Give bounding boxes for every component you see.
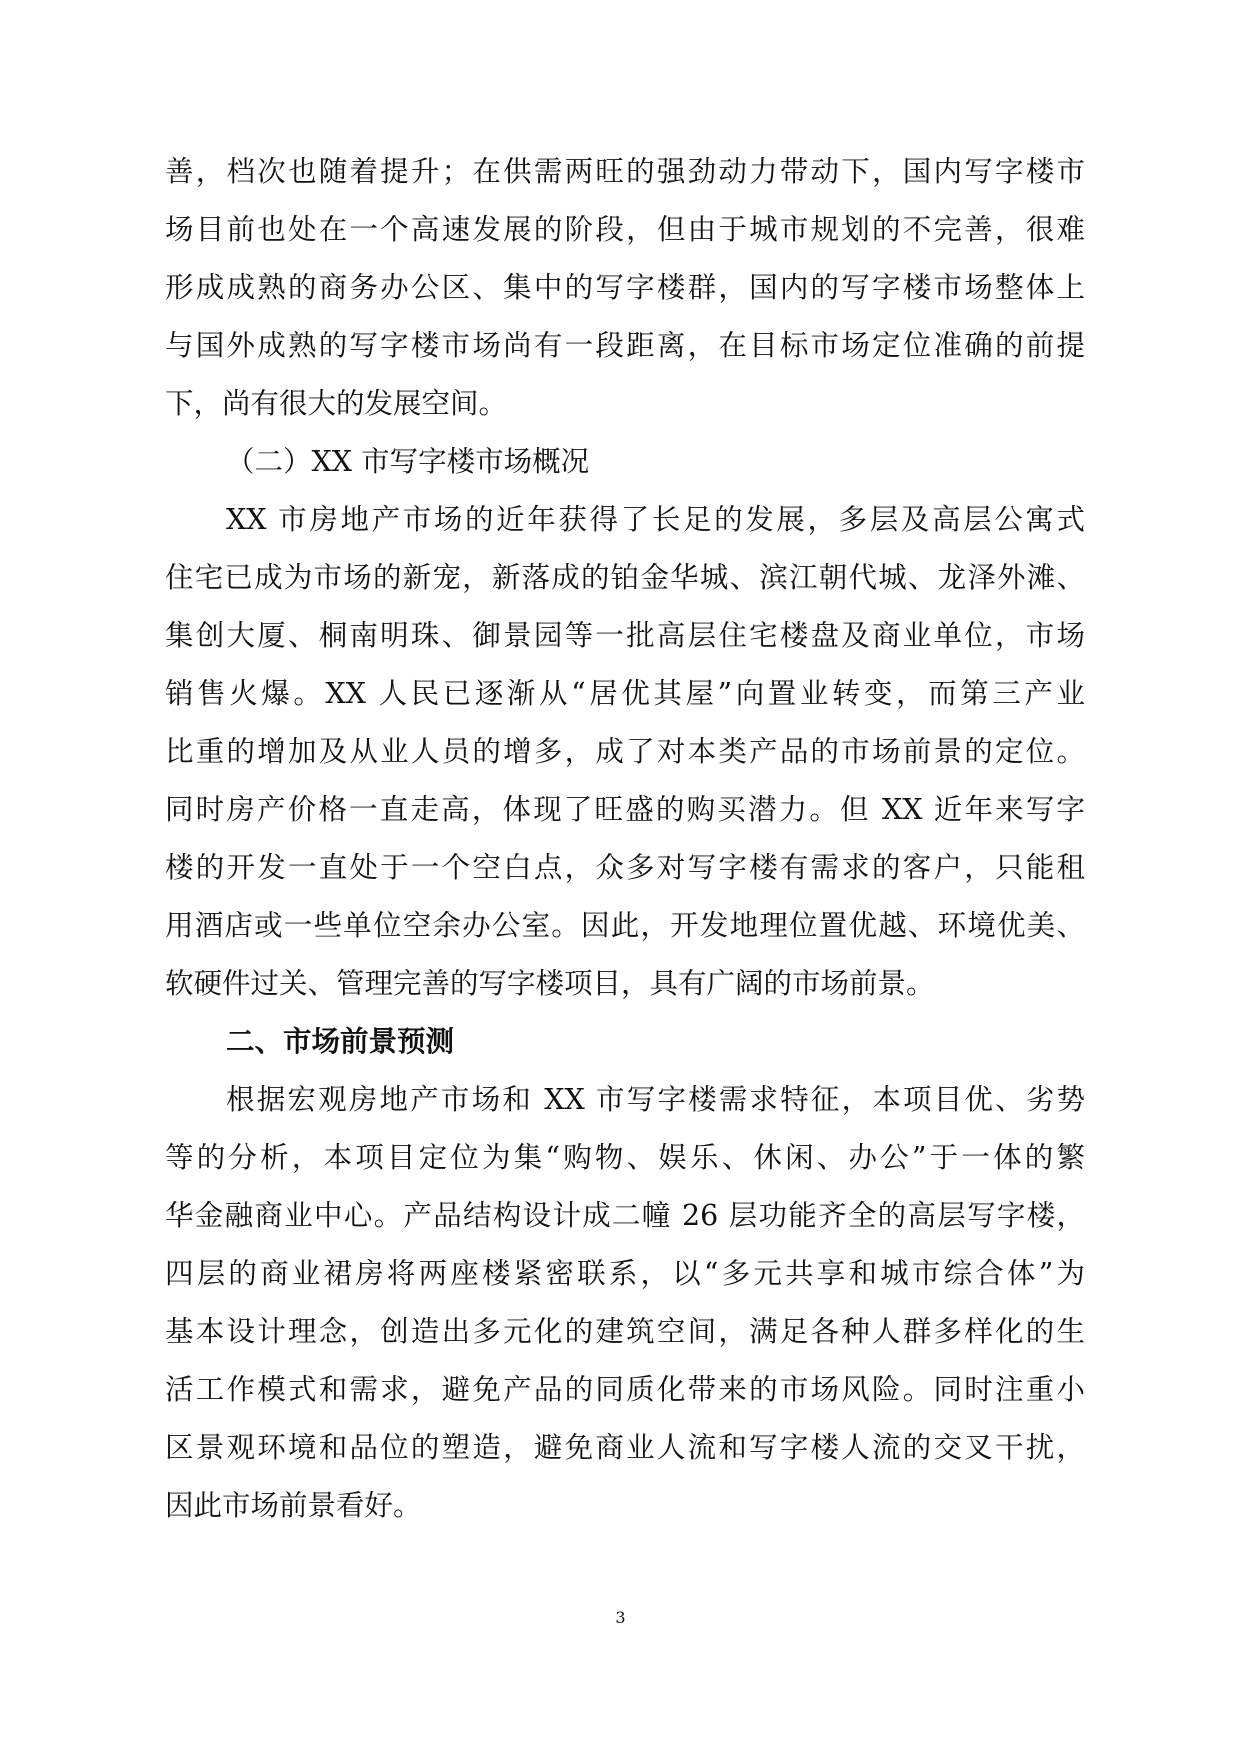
text-line: 销售火爆。XX 人民已逐渐从“居优其屋”向置业转变，而第三产业 — [165, 677, 1085, 710]
text-line: 楼的开发一直处于一个空白点，众多对写字楼有需求的客户，只能租 — [165, 851, 1085, 884]
text-line: 四层的商业裙房将两座楼紧密联系，以“多元共享和城市综合体”为 — [165, 1257, 1085, 1290]
text-line: 用酒店或一些单位空余办公室。因此，开发地理位置优越、环境优美、 — [165, 909, 1085, 942]
text-line: XX 市房地产市场的近年获得了长足的发展，多层及高层公寓式 — [226, 503, 1085, 536]
section-heading: 二、市场前景预测 — [226, 1025, 455, 1058]
section-subheading: （二）XX 市写字楼市场概况 — [226, 445, 590, 478]
text-line: 场目前也处在一个高速发展的阶段，但由于城市规划的不完善，很难 — [165, 213, 1085, 246]
text-line: 集创大厦、桐南明珠、御景园等一批高层住宅楼盘及商业单位，市场 — [165, 619, 1085, 652]
text-line: 比重的增加及从业人员的增多，成了对本类产品的市场前景的定位。 — [165, 735, 1085, 768]
page-number: 3 — [615, 1608, 626, 1627]
text-line: 同时房产价格一直走高，体现了旺盛的购买潜力。但 XX 近年来写字 — [165, 793, 1085, 826]
text-line: 华金融商业中心。产品结构设计成二幢 26 层功能齐全的高层写字楼， — [165, 1199, 1085, 1232]
text-line: 基本设计理念，创造出多元化的建筑空间，满足各种人群多样化的生 — [165, 1315, 1085, 1348]
text-line: 善，档次也随着提升；在供需两旺的强劲动力带动下，国内写字楼市 — [165, 155, 1085, 188]
text-line: 根据宏观房地产市场和 XX 市写字楼需求特征，本项目优、劣势 — [226, 1083, 1085, 1116]
text-line: 软硬件过关、管理完善的写字楼项目，具有广阔的市场前景。 — [165, 967, 935, 1000]
text-line: 形成成熟的商务办公区、集中的写字楼群，国内的写字楼市场整体上 — [165, 271, 1085, 304]
text-line: 下，尚有很大的发展空间。 — [165, 387, 508, 420]
text-line: 等的分析，本项目定位为集“购物、娱乐、休闲、办公”于一体的繁 — [165, 1141, 1085, 1174]
text-line: 区景观环境和品位的塑造，避免商业人流和写字楼人流的交叉干扰， — [165, 1431, 1085, 1464]
text-line: 与国外成熟的写字楼市场尚有一段距离，在目标市场定位准确的前提 — [165, 329, 1085, 362]
text-line: 活工作模式和需求，避免产品的同质化带来的市场风险。同时注重小 — [165, 1373, 1085, 1406]
text-line: 住宅已成为市场的新宠，新落成的铂金华城、滨江朝代城、龙泽外滩、 — [165, 561, 1085, 594]
text-line: 因此市场前景看好。 — [165, 1489, 422, 1522]
